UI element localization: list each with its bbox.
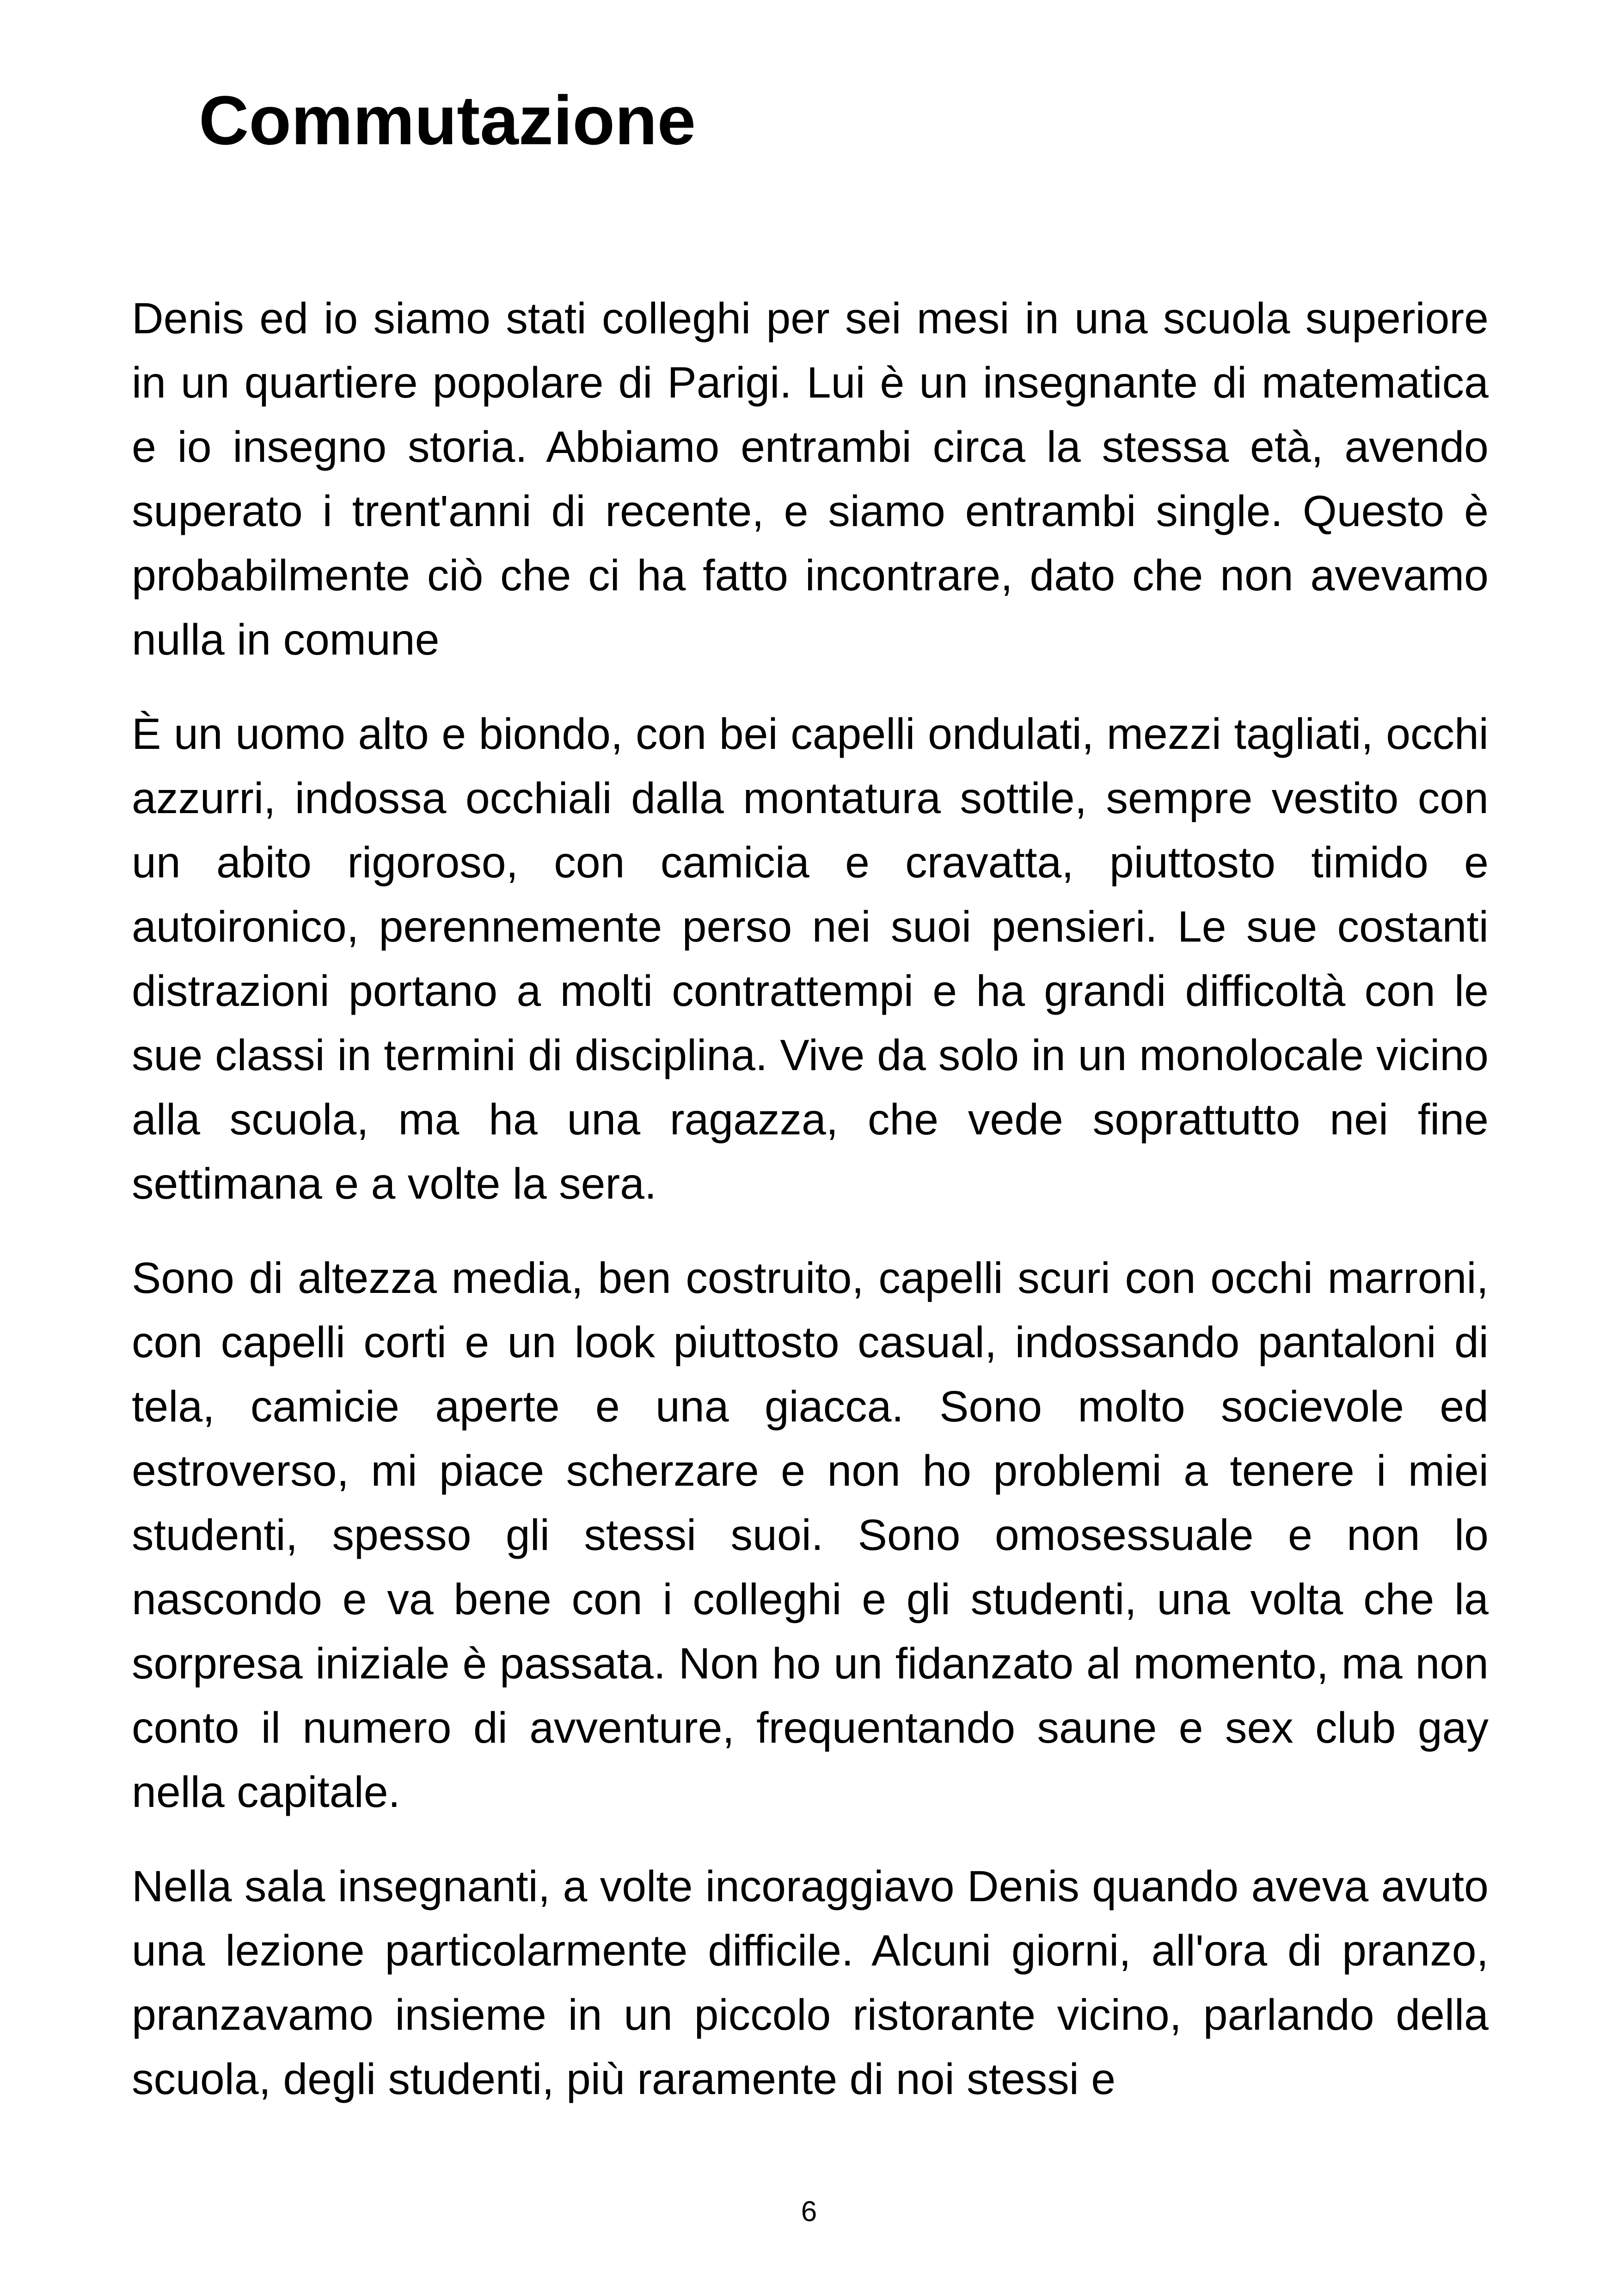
chapter-title: Commutazione <box>199 81 696 159</box>
page-number: 6 <box>801 2196 817 2228</box>
paragraph: Nella sala insegnanti, a volte incoraggiavo Denis quando aveva avuto una lezione particolarmente difficile. Alcuni giorni, all'ora di pranzo, pranzavamo insieme in un piccolo ristorante vicino, parlando della scuola, degli studenti, più raramente di noi stessi e <box>132 1862 1489 2104</box>
paragraph: Denis ed io siamo stati colleghi per sei mesi in una scuola superiore in un quartiere popolare di Parigi. Lui è un insegnante di matematica e io insegno storia. Abbiamo entrambi circa la stessa età, avendo superato i trent'anni di recente, e siamo entrambi single. Questo è probabilmente ciò che ci ha fatto incontrare, dato che non avevamo nulla in comune <box>132 294 1489 664</box>
body-text <box>132 287 1489 2142</box>
paragraph: È un uomo alto e biondo, con bei capelli ondulati, mezzi tagliati, occhi azzurri, indossa occhiali dalla montatura sottile, sempre vestito con un abito rigoroso, con camicia e cravatta, piuttosto timido e autoironico, perennemente perso nei suoi pensieri. Le sue costanti distrazioni portano a molti contrattempi e ha grandi difficoltà con le sue classi in termini di disciplina. Vive da solo in un monolocale vicino alla scuola, ma ha una ragazza, che vede soprattutto nei fine settimana e a volte la sera. <box>132 710 1489 1208</box>
paragraph: Sono di altezza media, ben costruito, capelli scuri con occhi marroni, con capelli corti e un look piuttosto casual, indossando pantaloni di tela, camicie aperte e una giacca. Sono molto socievole ed estroverso, mi piace scherzare e non ho problemi a tenere i miei studenti, spesso gli stessi suoi. Sono omosessuale e non lo nascondo e va bene con i colleghi e gli studenti, una volta che la sorpresa iniziale è passata. Non ho un fidanzato al momento, ma non conto il numero di avventure, frequentando saune e sex club gay nella capitale. <box>132 1254 1489 1817</box>
